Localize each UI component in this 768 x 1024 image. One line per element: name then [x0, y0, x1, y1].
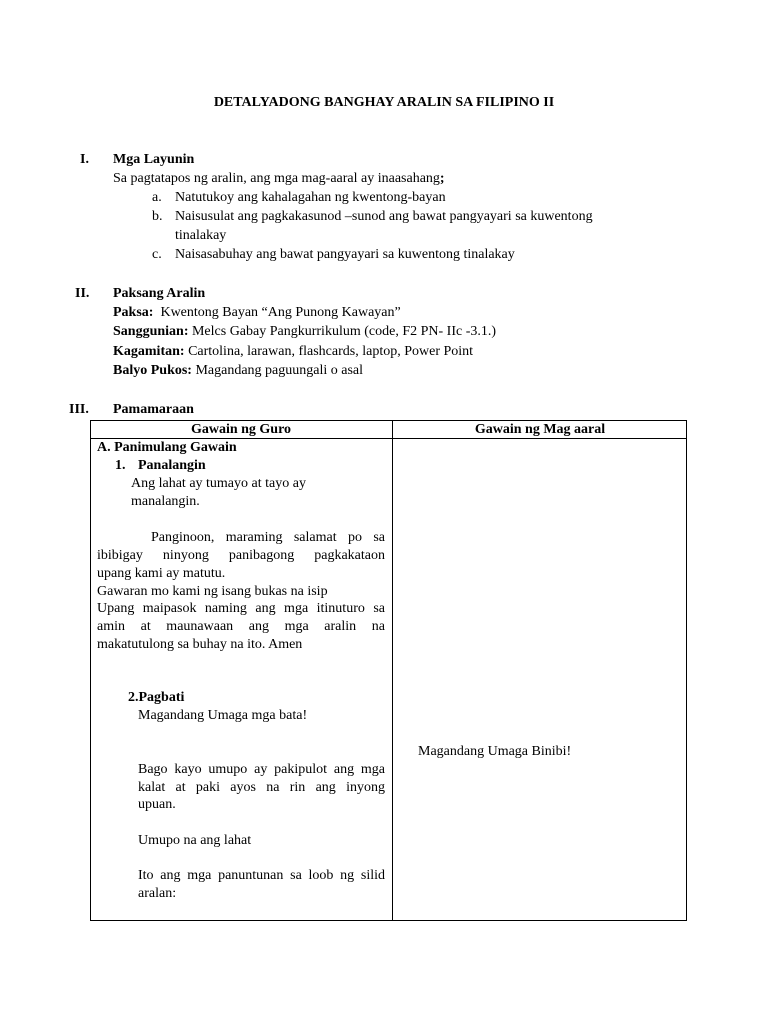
section-3-heading: Pamamaraan: [113, 402, 194, 417]
section-2-numeral: II.: [75, 286, 90, 301]
objective-b-text-line1: Naisusulat ang pagkakasunod –sunod ang bawat pangyayari sa kuwentong: [175, 209, 593, 224]
field-sanggunian-value: Melcs Gabay Pangkurrikulum (code, F2 PN- IIc -3.1.): [191, 324, 497, 339]
section-1-numeral: I.: [80, 152, 89, 167]
field-sanggunian-label: Sanggunian:: [113, 324, 189, 339]
section-1-heading: Mga Layunin: [113, 152, 195, 167]
field-paksa-value: Kwentong Bayan “Ang Punong Kawayan”: [160, 305, 401, 320]
field-kagamitan: [113, 342, 473, 361]
field-paksa: [113, 303, 401, 322]
field-balyo-pukos: [113, 361, 363, 380]
field-balyo-pukos-value: Magandang paguungali o asal: [195, 363, 364, 378]
field-sanggunian: [113, 322, 496, 341]
panalangin-instruction-line2: manalangin.: [131, 494, 200, 509]
section-3-numeral: III.: [69, 402, 89, 417]
prayer-line4: Gawaran mo kami ng isang bukas na isip: [97, 584, 328, 599]
prayer-line5: Upang maipasok naming ang mga itinuturo sa: [97, 601, 385, 616]
section-1-intro-text: Sa pagtatapos ng aralin, ang mga mag-aaral ay inaasahang: [113, 171, 440, 186]
objective-b-text-line2: tinalakay: [175, 228, 227, 243]
panalangin-instruction-line1: Ang lahat ay tumayo at tayo ay: [131, 476, 306, 491]
rules-line2: aralan:: [138, 886, 177, 901]
objective-b-marker: b.: [152, 209, 163, 224]
section-1-intro: [113, 169, 445, 188]
prayer-line1: Panginoon, maraming salamat po sa: [151, 530, 385, 545]
panimulang-gawain-heading: A. Panimulang Gawain: [97, 440, 237, 455]
field-balyo-pukos-label: Balyo Pukos:: [113, 363, 192, 378]
objective-a-text: Natutukoy ang kahalagahan ng kwentong-bayan: [175, 190, 446, 205]
pagbati-greeting: Magandang Umaga mga bata!: [138, 708, 308, 723]
pagbati-heading: 2.Pagbati: [128, 690, 185, 705]
prayer-line7: makatutulong sa buhay na ito. Amen: [97, 637, 303, 652]
sit-instruction: Umupo na ang lahat: [138, 833, 252, 848]
objective-c-marker: c.: [152, 247, 162, 262]
objective-a-marker: a.: [152, 190, 162, 205]
prayer-line3: upang kami ay matutu.: [97, 566, 226, 581]
table-column-divider: [392, 420, 393, 921]
rules-line1: Ito ang mga panuntunan sa loob ng silid: [138, 868, 385, 883]
pickup-line1: Bago kayo umupo ay pakipulot ang mga: [138, 762, 385, 777]
prayer-line2: ibibigay ninyong panibagong pagkakataon: [97, 548, 385, 563]
document-title: DETALYADONG BANGHAY ARALIN SA FILIPINO II: [213, 95, 555, 110]
panalangin-number: 1.: [115, 458, 126, 473]
field-paksa-label: Paksa:: [113, 305, 154, 320]
section-1-intro-punct: ;: [439, 171, 445, 186]
pickup-line2: kalat at paki ayos na rin ang inyong: [138, 780, 385, 795]
field-kagamitan-label: Kagamitan:: [113, 344, 185, 359]
objective-c-text: Naisasabuhay ang bawat pangyayari sa kuwentong tinalakay: [175, 247, 515, 262]
student-reply-greeting: Magandang Umaga Binibi!: [418, 744, 572, 759]
panalangin-heading: Panalangin: [138, 458, 206, 473]
section-2-heading: Paksang Aralin: [113, 286, 206, 301]
table-header-magaaral: Gawain ng Mag aaral: [474, 422, 606, 437]
pickup-line3: upuan.: [138, 797, 176, 812]
field-kagamitan-value: Cartolina, larawan, flashcards, laptop, Power Point: [188, 344, 474, 359]
prayer-line6: amin at maunawaan ang mga aralin na: [97, 619, 385, 634]
table-header-guro: Gawain ng Guro: [190, 422, 292, 437]
